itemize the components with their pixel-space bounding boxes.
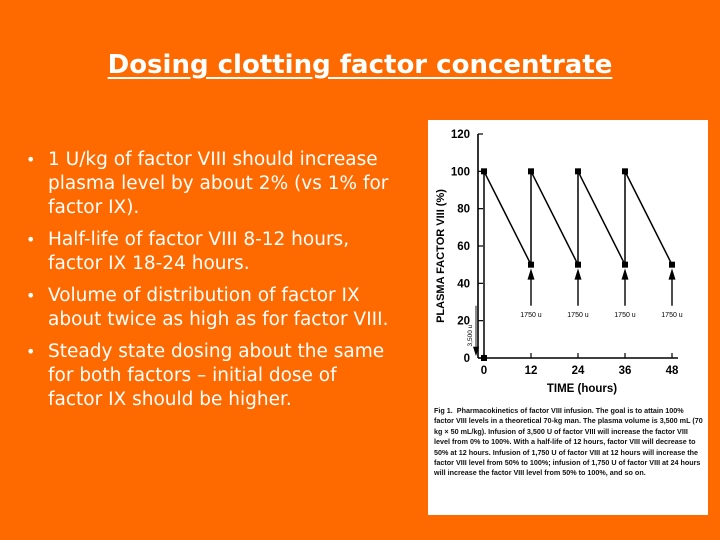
bullet-text: 1 U/kg of factor VIII should increase plasma level by about 2% (vs 1% for factor IX). xyxy=(48,149,389,218)
data-point xyxy=(575,168,581,174)
bullet-item xyxy=(24,148,394,220)
bullet-item xyxy=(24,228,394,276)
bullet-icon: • xyxy=(26,342,36,361)
x-tick-label: 36 xyxy=(618,365,632,377)
data-point xyxy=(622,262,628,268)
y-tick-label: 40 xyxy=(457,278,470,291)
y-tick-label: 20 xyxy=(457,315,470,328)
bullet-item xyxy=(24,340,394,412)
y-tick-label: 80 xyxy=(457,203,470,216)
x-tick-label: 48 xyxy=(665,365,679,377)
data-point xyxy=(481,168,487,174)
y-tick-label: 0 xyxy=(463,353,470,365)
y-axis-label: PLASMA FACTOR VIII (%) xyxy=(435,189,447,323)
x-axis-label: TIME (hours) xyxy=(546,383,618,395)
slide-title: Dosing clotting factor concentrate xyxy=(107,50,613,80)
x-tick-label: 12 xyxy=(524,365,538,377)
pharmacokinetics-chart xyxy=(428,120,708,400)
data-point xyxy=(622,168,628,174)
bullet-icon: • xyxy=(26,150,36,169)
dose-annotation: 1750 u xyxy=(661,311,683,319)
bullet-icon: • xyxy=(26,230,36,249)
y-tick-label: 60 xyxy=(457,241,470,253)
bullet-list xyxy=(24,148,394,420)
bullet-text: Steady state dosing about the same for both factors – initial dose of factor IX should be higher. xyxy=(48,341,385,410)
bullet-item xyxy=(24,284,394,332)
data-point xyxy=(528,262,534,268)
x-tick-label: 0 xyxy=(480,365,488,377)
dose-arrowhead xyxy=(622,268,629,279)
data-point xyxy=(481,355,487,361)
data-point xyxy=(528,168,534,174)
dose-annotation: 1750 u xyxy=(567,311,589,319)
data-point xyxy=(669,262,675,268)
bullet-text: Volume of distribution of factor IX about twice as high as for factor VIII. xyxy=(48,285,389,330)
dose-arrowhead xyxy=(575,268,582,279)
x-tick-label: 24 xyxy=(571,365,585,377)
figure-caption-label: Fig 1. xyxy=(434,406,453,415)
y-tick-label: 120 xyxy=(450,129,470,141)
y-tick-label: 100 xyxy=(450,166,470,179)
dose-annotation: 3,500 u xyxy=(467,324,474,347)
bullet-icon: • xyxy=(26,286,36,305)
figure-caption-text: Pharmacokinetics of factor VIII infusion. The goal is to attain 100% factor VIII levels in a theoretical 70-kg man. The plasma volume is 3,500 mL (70 kg × 50 mL/kg). Infusion of 3,500 U of factor VIII will increase the factor VIII level from 0% to 100%. With a half-life of 12 hours, factor VIII will decrease to 50% at 12 hours. Infusion of 1,750 U of factor VIII at 12 hours will increase the factor VIII level from 50% to 100%; infusion of 1,750 U of factor VIII at 24 hours will increase the factor VIII level from 50% to 100%, and so on. xyxy=(434,406,703,478)
bullet-text: Half-life of factor VIII 8-12 hours, factor IX 18-24 hours. xyxy=(48,229,350,274)
dose-arrowhead xyxy=(528,268,535,279)
figure-caption xyxy=(434,406,704,479)
data-point xyxy=(575,262,581,268)
dose-arrowhead xyxy=(669,268,676,279)
figure-panel xyxy=(428,120,708,515)
dose-annotation: 1750 u xyxy=(520,311,542,319)
dose-annotation: 1750 u xyxy=(614,311,636,319)
